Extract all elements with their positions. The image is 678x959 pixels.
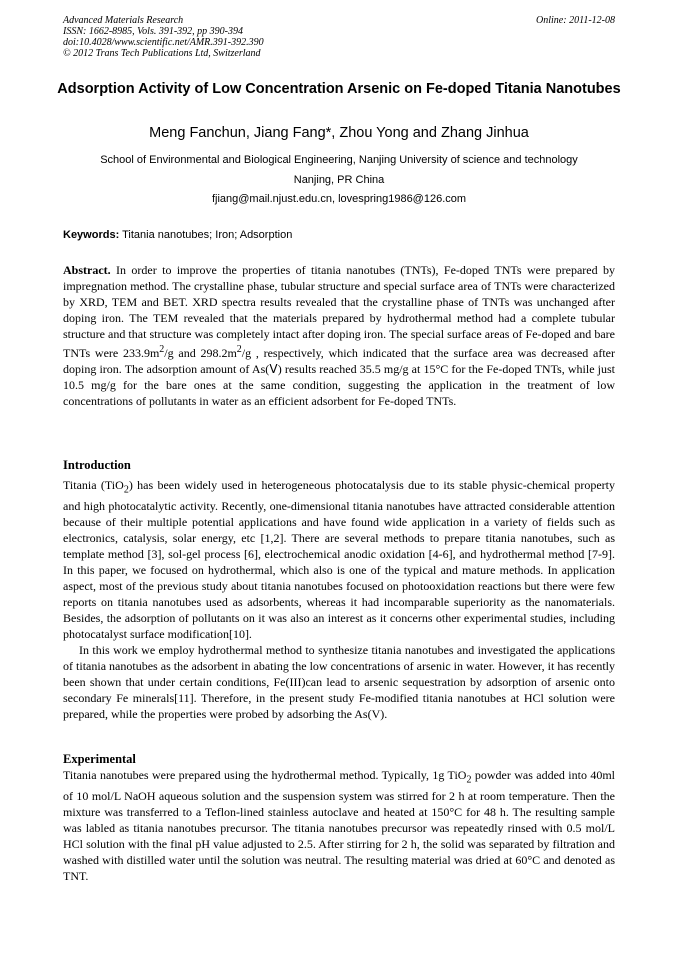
paper-title: Adsorption Activity of Low Concentration Arsenic on Fe-doped Titania Nanotubes (57, 81, 621, 97)
journal-header (63, 15, 615, 59)
abstract-label: Abstract. (63, 263, 111, 277)
intro-paragraph-2: In this work we employ hydrothermal method to synthesize titania nanotubes and investigated the applications of titania nanotubes as the adsorbent in abating the low concentrations of arsenic in water. However, it has recently been shown that under certain conditions, Fe(III)can lead to arsenic sequestration by adsorption of arsenic onto secondary Fe minerals[11]. Therefore, in the present study Fe-modified titania nanotubes at HCl solution were prepared, while the properties were probed by adsorbing the As(V). (63, 643, 615, 722)
issn-line: ISSN: 1662-8985, Vols. 391-392, pp 390-394 (63, 26, 243, 37)
abstract-paragraph (63, 262, 615, 409)
intro-paragraph-1 (63, 477, 615, 642)
section-heading-experimental: Experimental (63, 752, 136, 766)
affiliation-line-2: Nanjing, PR China (293, 174, 385, 186)
author-list: Meng Fanchun, Jiang Fang*, Zhou Yong and Zhang Jinhua (149, 125, 529, 141)
experimental-paragraph (63, 767, 615, 884)
keywords-line (63, 227, 615, 243)
author-emails[interactable]: fjiang@mail.njust.edu.cn, lovespring1986@126.com (211, 193, 467, 205)
subscript: 2 (466, 774, 472, 786)
intro-text: ) has been widely used in heterogeneous photocatalysis due to its stable physic-chemical property and high photocatalytic activity. Recently, one-dimensional titania nanotubes have attracted considerable attention because of their multiple potential applications and have found wide application in a variety of fields such as electronics, catalysis, solar energy, etc [1,2]. There are several methods to prepare titania nanotubes, such as template method [3], sol-gel process [6], electrochemical anodic oxidation [4-6], and hydrothermal method [7-9]. In this paper, we focused on hydrothermal, which also is one of the typical and mature methods. In application aspect, most of the previous study about titania nanotubes focused on photooxidation reactions but there were few reports on titania nanotubes used as adsorbents, whereas it had incomparable superiority as the nanomaterials. Besides, the adsorption of pollutants on it was also an interest as it concerns other experimental studies, including photocatalyst surface modification[10]. (63, 478, 616, 642)
journal-name: Advanced Materials Research (63, 15, 184, 26)
abstract-text-3: /g , respectively, which indicated that the surface area was decreased after doping iron. The adsorption amount of As(Ⅴ) results reached 35.5 mg/g at 15°C for the Fe-doped TNTs, while just 10.5 mg/g for the bare ones at the same condition, suggesting the application in the treatment of low concentrations of pollutants in water as an efficient adsorbent for Fe-doped TNTs. (63, 346, 615, 408)
intro-text: Titania (TiO (63, 478, 124, 492)
citation-block (63, 15, 264, 59)
abstract-text-1: In order to improve the properties of titania nanotubes (TNTs), Fe-doped TNTs were prepared by impregnation method. The crystalline phase, tubular structure and special surface area of TNTs were characterized by XRD, TEM and BET. XRD spectra results revealed that the crystalline phase of TNTs was unchanged after doping iron. The TEM revealed that the materials prepared by hydrothermal method had a complete tubular structure and that structure was completely intact after doping iron. The special surface areas of Fe-doped and bare TNTs were 233.9m (63, 263, 616, 360)
abstract-text-2: /g and 298.2m (164, 346, 237, 360)
subscript: 2 (123, 484, 129, 496)
experimental-text: Titania nanotubes were prepared using the hydrothermal method. Typically, 1g TiO (63, 768, 467, 782)
superscript: 2 (159, 344, 165, 355)
section-heading-introduction: Introduction (63, 458, 131, 472)
keywords-label: Keywords: (63, 229, 120, 241)
introduction-body (63, 477, 615, 722)
copyright-line: © 2012 Trans Tech Publications Ltd, Switzerland (63, 48, 261, 59)
affiliation-line-1: School of Environmental and Biological Engineering, Nanjing University of science and technology (100, 154, 578, 166)
keywords-text: Titania nanotubes; Iron; Adsorption (122, 229, 293, 241)
affiliation (40, 150, 638, 190)
superscript: 2 (236, 344, 242, 355)
experimental-text: powder was added into 40ml of 10 mol/L NaOH aqueous solution and the suspension system was stirred for 2 h at room temperature. Then the mixture was transferred to a Teflon-lined stainless autoclave and heated at 150°C for 48 h. The resulting sample was labled as titania nanotubes precursor. The titania nanotubes precursor was repeatedly rinsed with 0.5 mol/L HCl solution with the final pH value adjusted to 2.5. After stirring for 2 h, the solid was separated by filtration and washed with distilled water until the solution was neutral. The resulting material was dried at 60°C and denoted as TNT. (63, 768, 615, 884)
doi-link[interactable]: doi:10.4028/www.scientific.net/AMR.391-392.390 (63, 37, 264, 48)
online-date: Online: 2011-12-08 (536, 15, 615, 26)
